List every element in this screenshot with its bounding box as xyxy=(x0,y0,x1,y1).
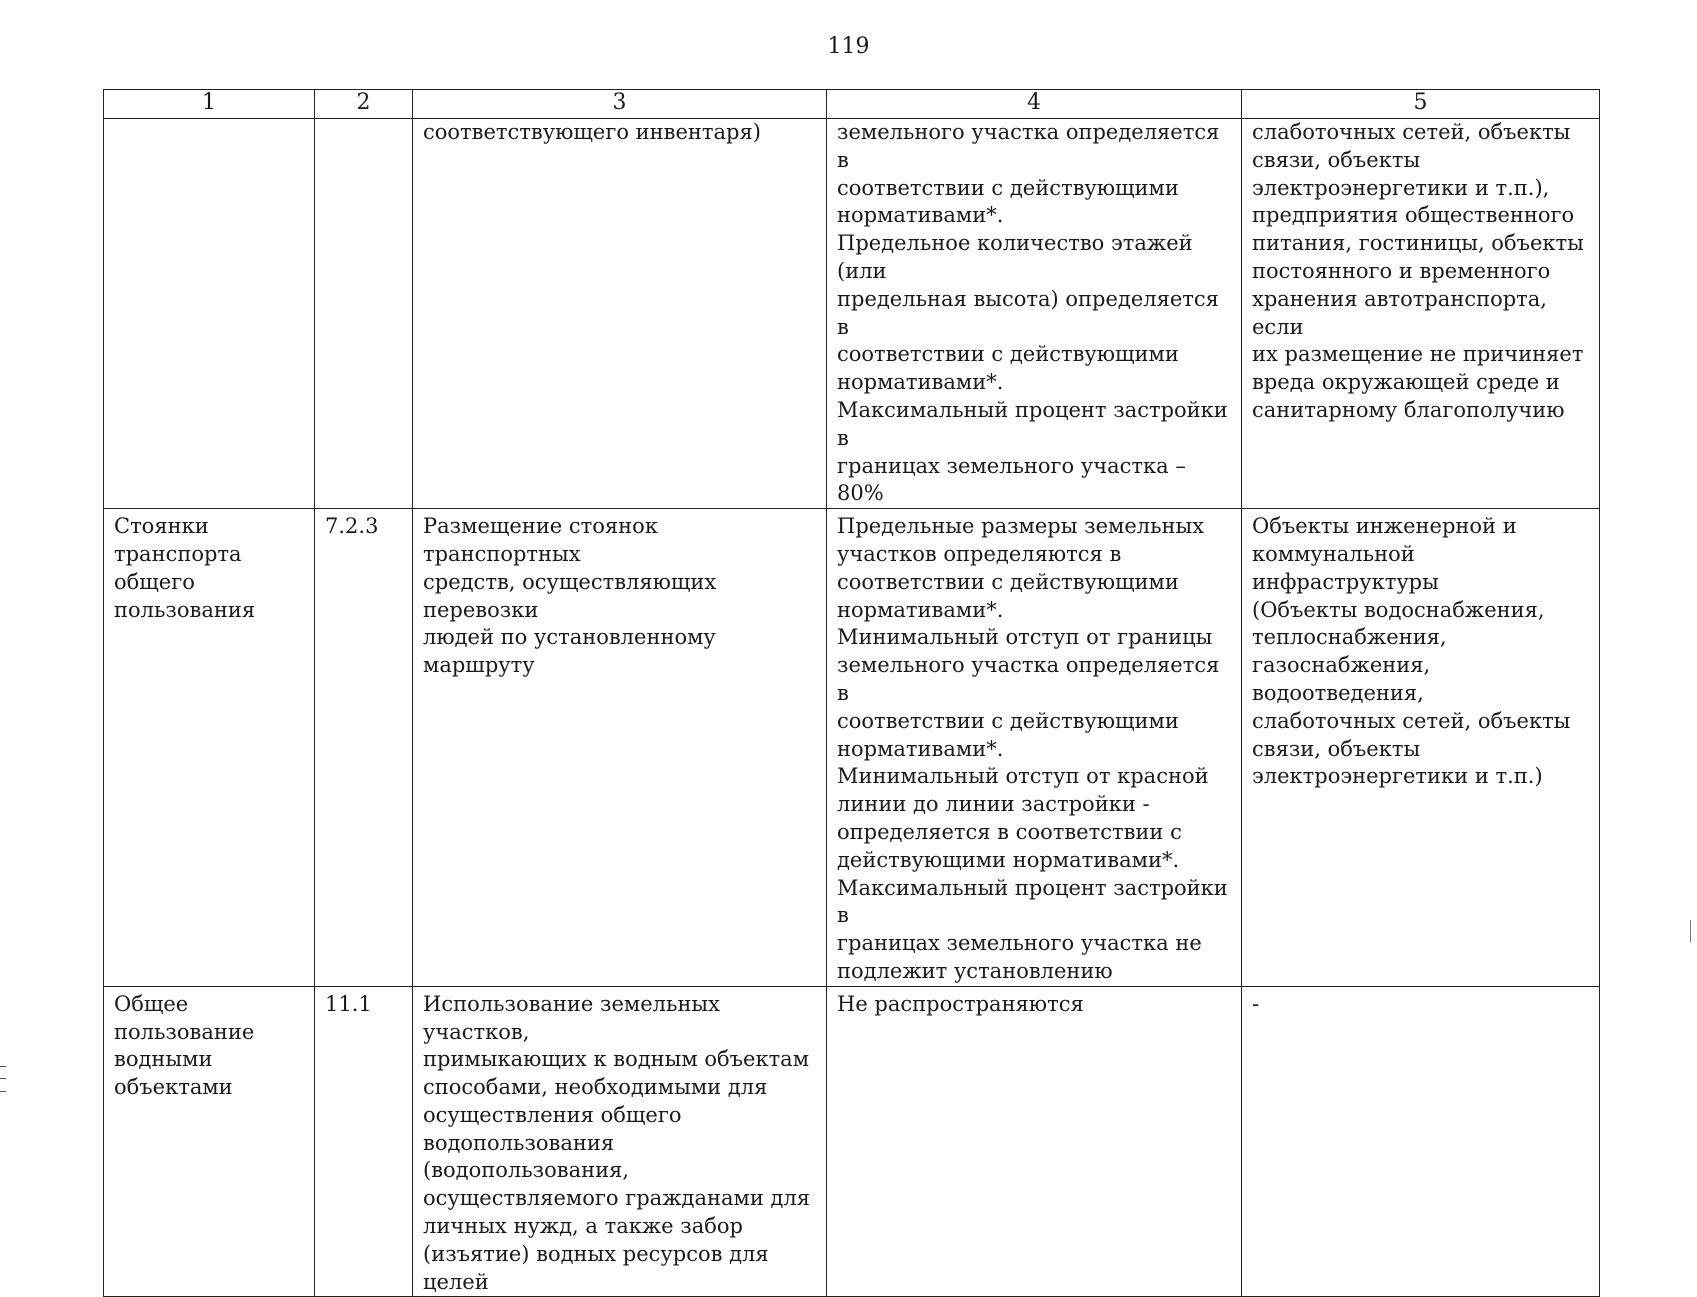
permitted-use-name: Стоянки транспорта общего пользования xyxy=(114,514,256,622)
use-code: 7.2.3 xyxy=(325,514,379,539)
use-description-cell xyxy=(413,119,827,509)
use-code: 11.1 xyxy=(325,991,372,1016)
auxiliary-uses: слаботочных сетей, объекты связи, объекты электроэнергетики и т.п.), предприятия общественного питания, гостиницы, объекты постоянного и временного хранения автотранспорта, если их размещение не причиняет вреда окружающей среде и санитарному благополучию xyxy=(1252,120,1584,422)
construction-parameters: Не распространяются xyxy=(837,991,1084,1016)
use-description: соответствующего инвентаря) xyxy=(423,120,761,144)
permitted-use-name-cell xyxy=(104,119,315,509)
binding-margin-mark xyxy=(0,1066,6,1092)
column-header-3: 3 xyxy=(413,90,827,119)
use-code-cell xyxy=(315,119,413,509)
table-row xyxy=(104,509,1600,987)
permitted-use-name-cell xyxy=(104,986,315,1297)
column-header-5: 5 xyxy=(1242,90,1600,119)
table-header-row xyxy=(104,90,1600,119)
construction-parameters: Предельные размеры земельных участков определяются в соответствии с действующими нормативами*. Минимальный отступ от границы земельного участка определяется в соответствии с действующими нормативами*. Минимальный отступ от красной линии до линии застройки - определяется в соответствии с действующими нормативами*. Максимальный процент застройки в границах земельного участка не подлежит установлению xyxy=(837,514,1228,983)
column-header-2: 2 xyxy=(315,90,413,119)
permitted-use-name: Общее пользование водными объектами xyxy=(114,991,255,1100)
use-code-cell xyxy=(315,986,413,1297)
column-header-4: 4 xyxy=(827,90,1242,119)
auxiliary-uses-cell xyxy=(1242,119,1600,509)
auxiliary-uses: - xyxy=(1252,991,1260,1016)
parameters-cell xyxy=(827,119,1242,509)
parameters-cell xyxy=(827,986,1242,1297)
page-number: 119 xyxy=(827,34,870,59)
use-description: Использование земельных участков, примыкающих к водным объектам способами, необходимыми для осуществления общего водопользования (водопользования, осуществляемого гражданами для личных нужд, а также забор (изъятие) водных ресурсов для целей xyxy=(423,991,811,1294)
column-header-1: 1 xyxy=(104,90,315,119)
scan-edge-mark xyxy=(1690,920,1695,942)
use-description-cell xyxy=(413,986,827,1297)
auxiliary-uses: Объекты инженерной и коммунальной инфраструктуры (Объекты водоснабжения, теплоснабжения, газоснабжения, водоотведения, слаботочных сетей, объекты связи, объекты электроэнергетики и т.п.) xyxy=(1252,514,1571,789)
zoning-regulations-table xyxy=(103,89,1600,1297)
parameters-cell xyxy=(827,509,1242,987)
table-row xyxy=(104,986,1600,1297)
auxiliary-uses-cell xyxy=(1242,986,1600,1297)
construction-parameters: земельного участка определяется в соответствии с действующими нормативами*. Предельное количество этажей (или предельная высота) определяется в соответствии с действующими нормативами*. Максимальный процент застройки в границах земельного участка – 80% xyxy=(837,120,1228,506)
auxiliary-uses-cell xyxy=(1242,509,1600,987)
use-description: Размещение стоянок транспортных средств, осуществляющих перевозки людей по установленному маршруту xyxy=(423,514,717,678)
permitted-use-name-cell xyxy=(104,509,315,987)
use-code-cell xyxy=(315,509,413,987)
table-row xyxy=(104,119,1600,509)
use-description-cell xyxy=(413,509,827,987)
